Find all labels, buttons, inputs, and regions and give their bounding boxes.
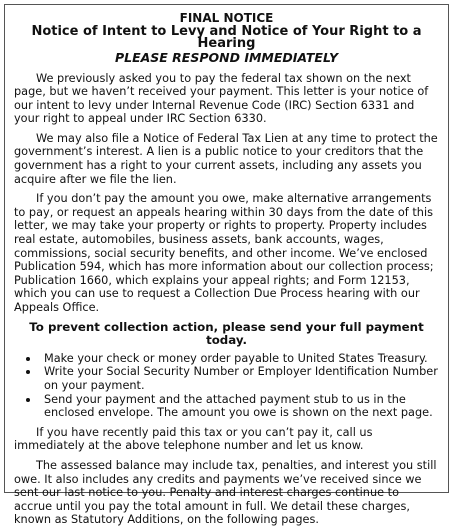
- list-item: • Make your check or money order payable to United States Treasury.: [40, 352, 439, 366]
- paragraph-federal-tax-lien: We may also file a Notice of Federal Tax Lien at any time to protect the government’s interest. A lien is a public notice to your creditors that the government has a right to your current assets, including any assets you acquire after we file the lien.: [14, 131, 438, 186]
- notice-subtitle: Notice of Intent to Levy and Notice of Your Right to a Hearing: [31, 23, 422, 51]
- list-item: • Write your Social Security Number or Employer Identification Number on your payment.: [40, 365, 439, 392]
- notice-title: FINAL NOTICE: [179, 11, 274, 25]
- list-item: • Send your payment and the attached payment stub to us in the enclosed envelope. The amount you owe is shown on the next page.: [40, 393, 439, 420]
- paragraph-call-us: If you have recently paid this tax or you can’t pay it, call us immediately at the above telephone number and let us know.: [14, 425, 373, 453]
- notice-document: [4, 4, 449, 527]
- paragraph-intent-to-levy: We previously asked you to pay the federal tax shown on the next page, but we haven’t received your payment. This letter is your notice of our intent to levy under Internal Revenue Code (IRC) Section 6331 and your right to appeal under IRC Section 6330.: [14, 71, 429, 126]
- notice-header: [14, 12, 439, 65]
- paragraph-assessed-balance: The assessed balance may include tax, penalties, and interest you still owe. It also includes any credits and payments we’ve received since we sent our last notice to you. Penalty and interest charges continue to accrue until you pay the total amount in full. We detail these charges, known as Statutory Additions, on the following pages.: [14, 458, 437, 527]
- paragraph-property-seizure: If you don’t pay the amount you owe, make alternative arrangements to pay, or request an appeals hearing within 30 days from the date of this letter, we may take your property or rights to property. Property includes real estate, automobiles, business assets, bank accounts, wages, commissions, social security benefits, and other income. We’ve enclosed Publication 594, which has more information about our collection process; Publication 1660, which explains your appeal rights; and Form 12153, which you can use to request a Collection Due Process hearing with our Appeals Office.: [14, 192, 434, 314]
- urgent-heading: PLEASE RESPOND IMMEDIATELY: [114, 49, 339, 65]
- call-to-action: To prevent collection action, please send your full payment today.: [29, 319, 424, 348]
- payment-instructions-list: [14, 352, 439, 420]
